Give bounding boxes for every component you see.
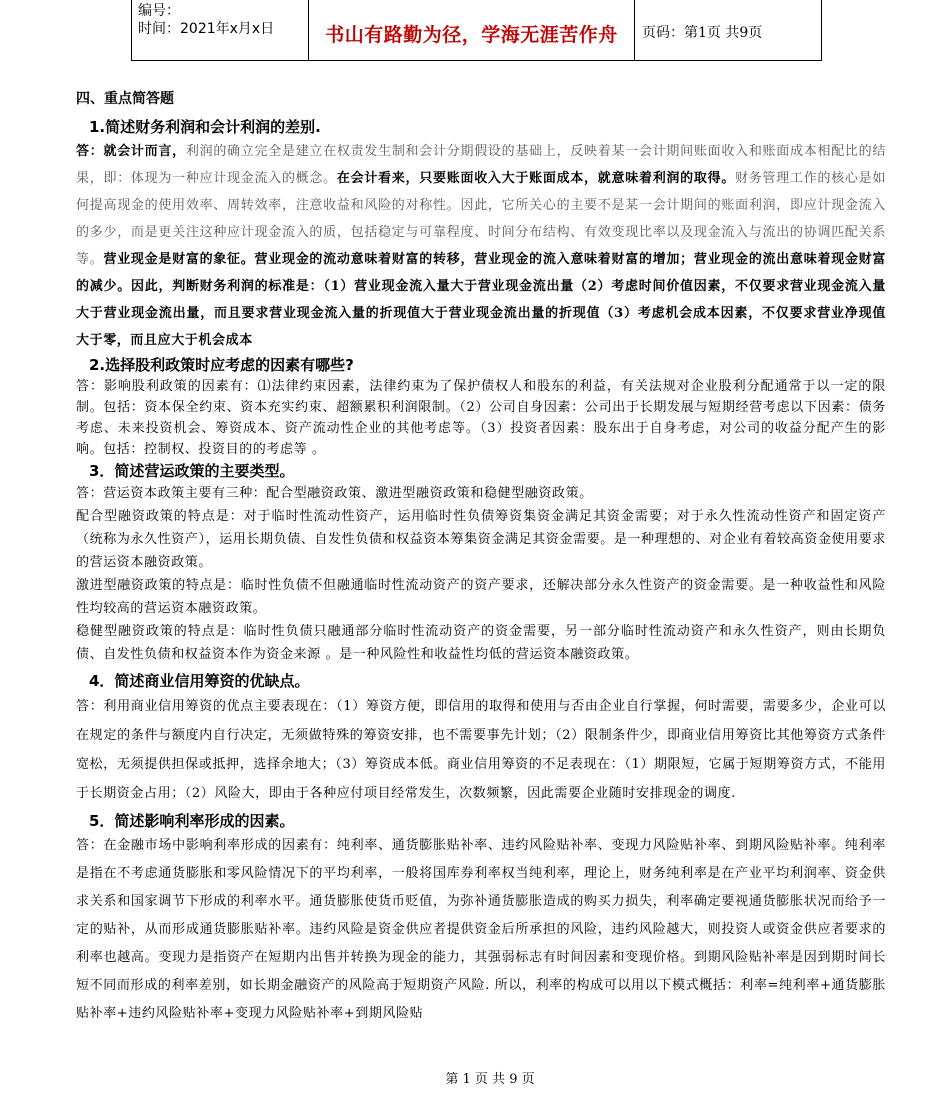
header-table [131,0,822,61]
time-label: 时间：2021年x月x日 [138,21,275,37]
header-motto-cell [309,0,635,60]
answer-3-line: 答：营运资本政策主要有三种：配合型融资政策、激进型融资政策和稳健型融资政策。 [76,486,593,501]
answer-1 [76,138,886,354]
motto: 书山有路勤为径，学海无涯苦作舟 [325,24,618,46]
answer-1-part: 在会计看来，只要账面收入大于账面成本，就意味着利润的取得。 [336,171,736,186]
question-title-4: 4．简述商业信用筹资的优缺点。 [89,672,310,690]
answer-1-part: 财务管理工作的核心是如何提高现金的使用效率、周转效率，注意收益和风险的对称性。因此，它所关心的主要不是某一会计期间的账面利润，即应计现金流入的多少，而是 [76,171,886,240]
answer-5: 答：在金融市场中影响利率形成的因素有：纯利率、通货膨胀贴补率、违约风险贴补率、变现力风险贴补率、到期风险贴补率。纯利率是指在不考虑通货膨胀和零风险情况下的平均利率，一般将国库券利率权当纯利率，理论上，财务纯利率是在产业平均利润率、资金供求关系和国家调节下形成的利率水平。通货膨胀使货币贬值，为弥补通货膨胀造成的购买力损失，利率确定要视通货膨胀状况而给予一定的贴补，从而形成通货膨胀贴补率。违约风险是资金供应者提供资金后所承担的风险，违约风险越大，则投资人或资金供应者要求的利率也越高。变现力是指资产在短期内出售并转换为现金的能力，其强弱标志有时间因素和变现价格。到期风险贴补率是因到期时间长短不同而形成的利率差别，如长期金融资产的风险高于短期资产风险. 所以，利率的构成可以用以下模式概括：利率=纯利率+通货膨胀贴补率+违约风险贴补率+变现力风险贴补率+到期风险贴 [76,838,886,1021]
answer-3-line: 配合型融资政策的特点是：对于临时性流动性资产，运用临时性负债筹资集资金满足其资金需要；对于永久性流动性资产和固定资产（统称为永久性资产），运用长期负债、自发性负债和权益资本筹集资金满足其资金需要。是一种理想的、对企业有着较高资金使用要求的营运资本融资政策。 [76,509,886,570]
answer-1-part: 体现为一种应计现金流入的概念。 [130,171,337,186]
document-body [76,88,886,1028]
answer-4: 答：利用商业信用筹资的优点主要表现在：（1）筹资方便，即信用的取得和使用与否由企业自行掌握，何时需要，需要多少，企业可以在规定的条件与额度内自行决定，无须做特殊的筹资安排，也不需要事先计划；（2）限制条件少，即商业信用筹资比其他筹资方式条件宽松，无须提供担保或抵押，选择余地大；（3）筹资成本低。商业信用筹资的不足表现在：（1）期限短，它属于短期筹资方式，不能用于长期资金占用；（2）风险大，即由于各种应付项目经常发生，次数频繁，因此需要企业随时安排现金的调度. [76,699,886,801]
answer-1-part: 营业现金是财富的象征。营业现金的流动意味着财富的转移，营业现金的流入意味着财富的增加；营业现金的流出意味着现金财富的减少。因此，判断财务利润的标准是：（1）营业现金流入量大于营业现金流出量（2）考虑时间价值因素，不仅要求营业现金流入量大于营业现金流出量，而且要求营业现金流入量的折现值大于营业现金流出量的折现值（3）考虑机会成本因素，不仅要求营业净现值大于零，而且应大于机会成本 [76,252,887,348]
number-label: 编号： [138,3,180,19]
page-number-label: 页码：第1页 共9页 [642,25,763,41]
header-page-cell [635,0,821,60]
page-footer: 第 1 页 共 9 页 [445,1072,535,1087]
question-title-3: 3．简述营运政策的主要类型。 [89,462,295,480]
header-info-cell [132,0,309,60]
answer-1-part: 利润的确立完全是建立在权责发生制和会计分期假设的基础上，反映着某一会计期间账面收入和账面成本相配比的结果，即： [76,144,886,186]
question-title-1: 1.简述财务利润和会计利润的差别. [89,118,321,136]
answer-3-line: 稳健型融资政策的特点是：临时性负债只融通部分临时性流动资产的资金需要，另一部分临时性流动资产和永久性资产，则由长期负债、自发性负债和权益资本作为资金来源 。是一种风险性和收益性均低的营运资本融资政策。 [76,624,886,662]
answer-1-part: 答：就会计而言， [76,144,186,159]
answer-1-part: 更关注这种应计现金流入的质，包括稳定与可靠程度、时间分布结构、有效变现比率以及现金流入与流出的协调匹配关系等。 [76,225,886,267]
section-title: 四、重点简答题 [76,91,174,107]
question-title-5: 5．简述影响利率形成的因素。 [89,812,295,830]
answer-3-line: 激进型融资政策的特点是：临时性负债不但融通临时性流动资产的资产要求，还解决部分永久性资产的资金需要。是一种收益性和风险性均较高的营运资本融资政策。 [76,578,886,616]
question-title-2: 2.选择股利政策时应考虑的因素有哪些? [89,356,354,374]
answer-2: 答：影响股利政策的因素有：⑴法律约束因素，法律约束为了保护债权人和股东的利益，有关法规对企业股利分配通常于以一定的限制。包括：资本保全约束、资本充实约束、超额累积利润限制。（2）公司自身因素：公司出于长期发展与短期经营考虑以下因素：债务考虑、未来投资机会、筹资成本、资产流动性企业的其他考虑等。（3）投资者因素：股东出于自身考虑，对公司的收益分配产生的影响。包括：控制权、投资目的的考虑等 。 [76,379,886,457]
